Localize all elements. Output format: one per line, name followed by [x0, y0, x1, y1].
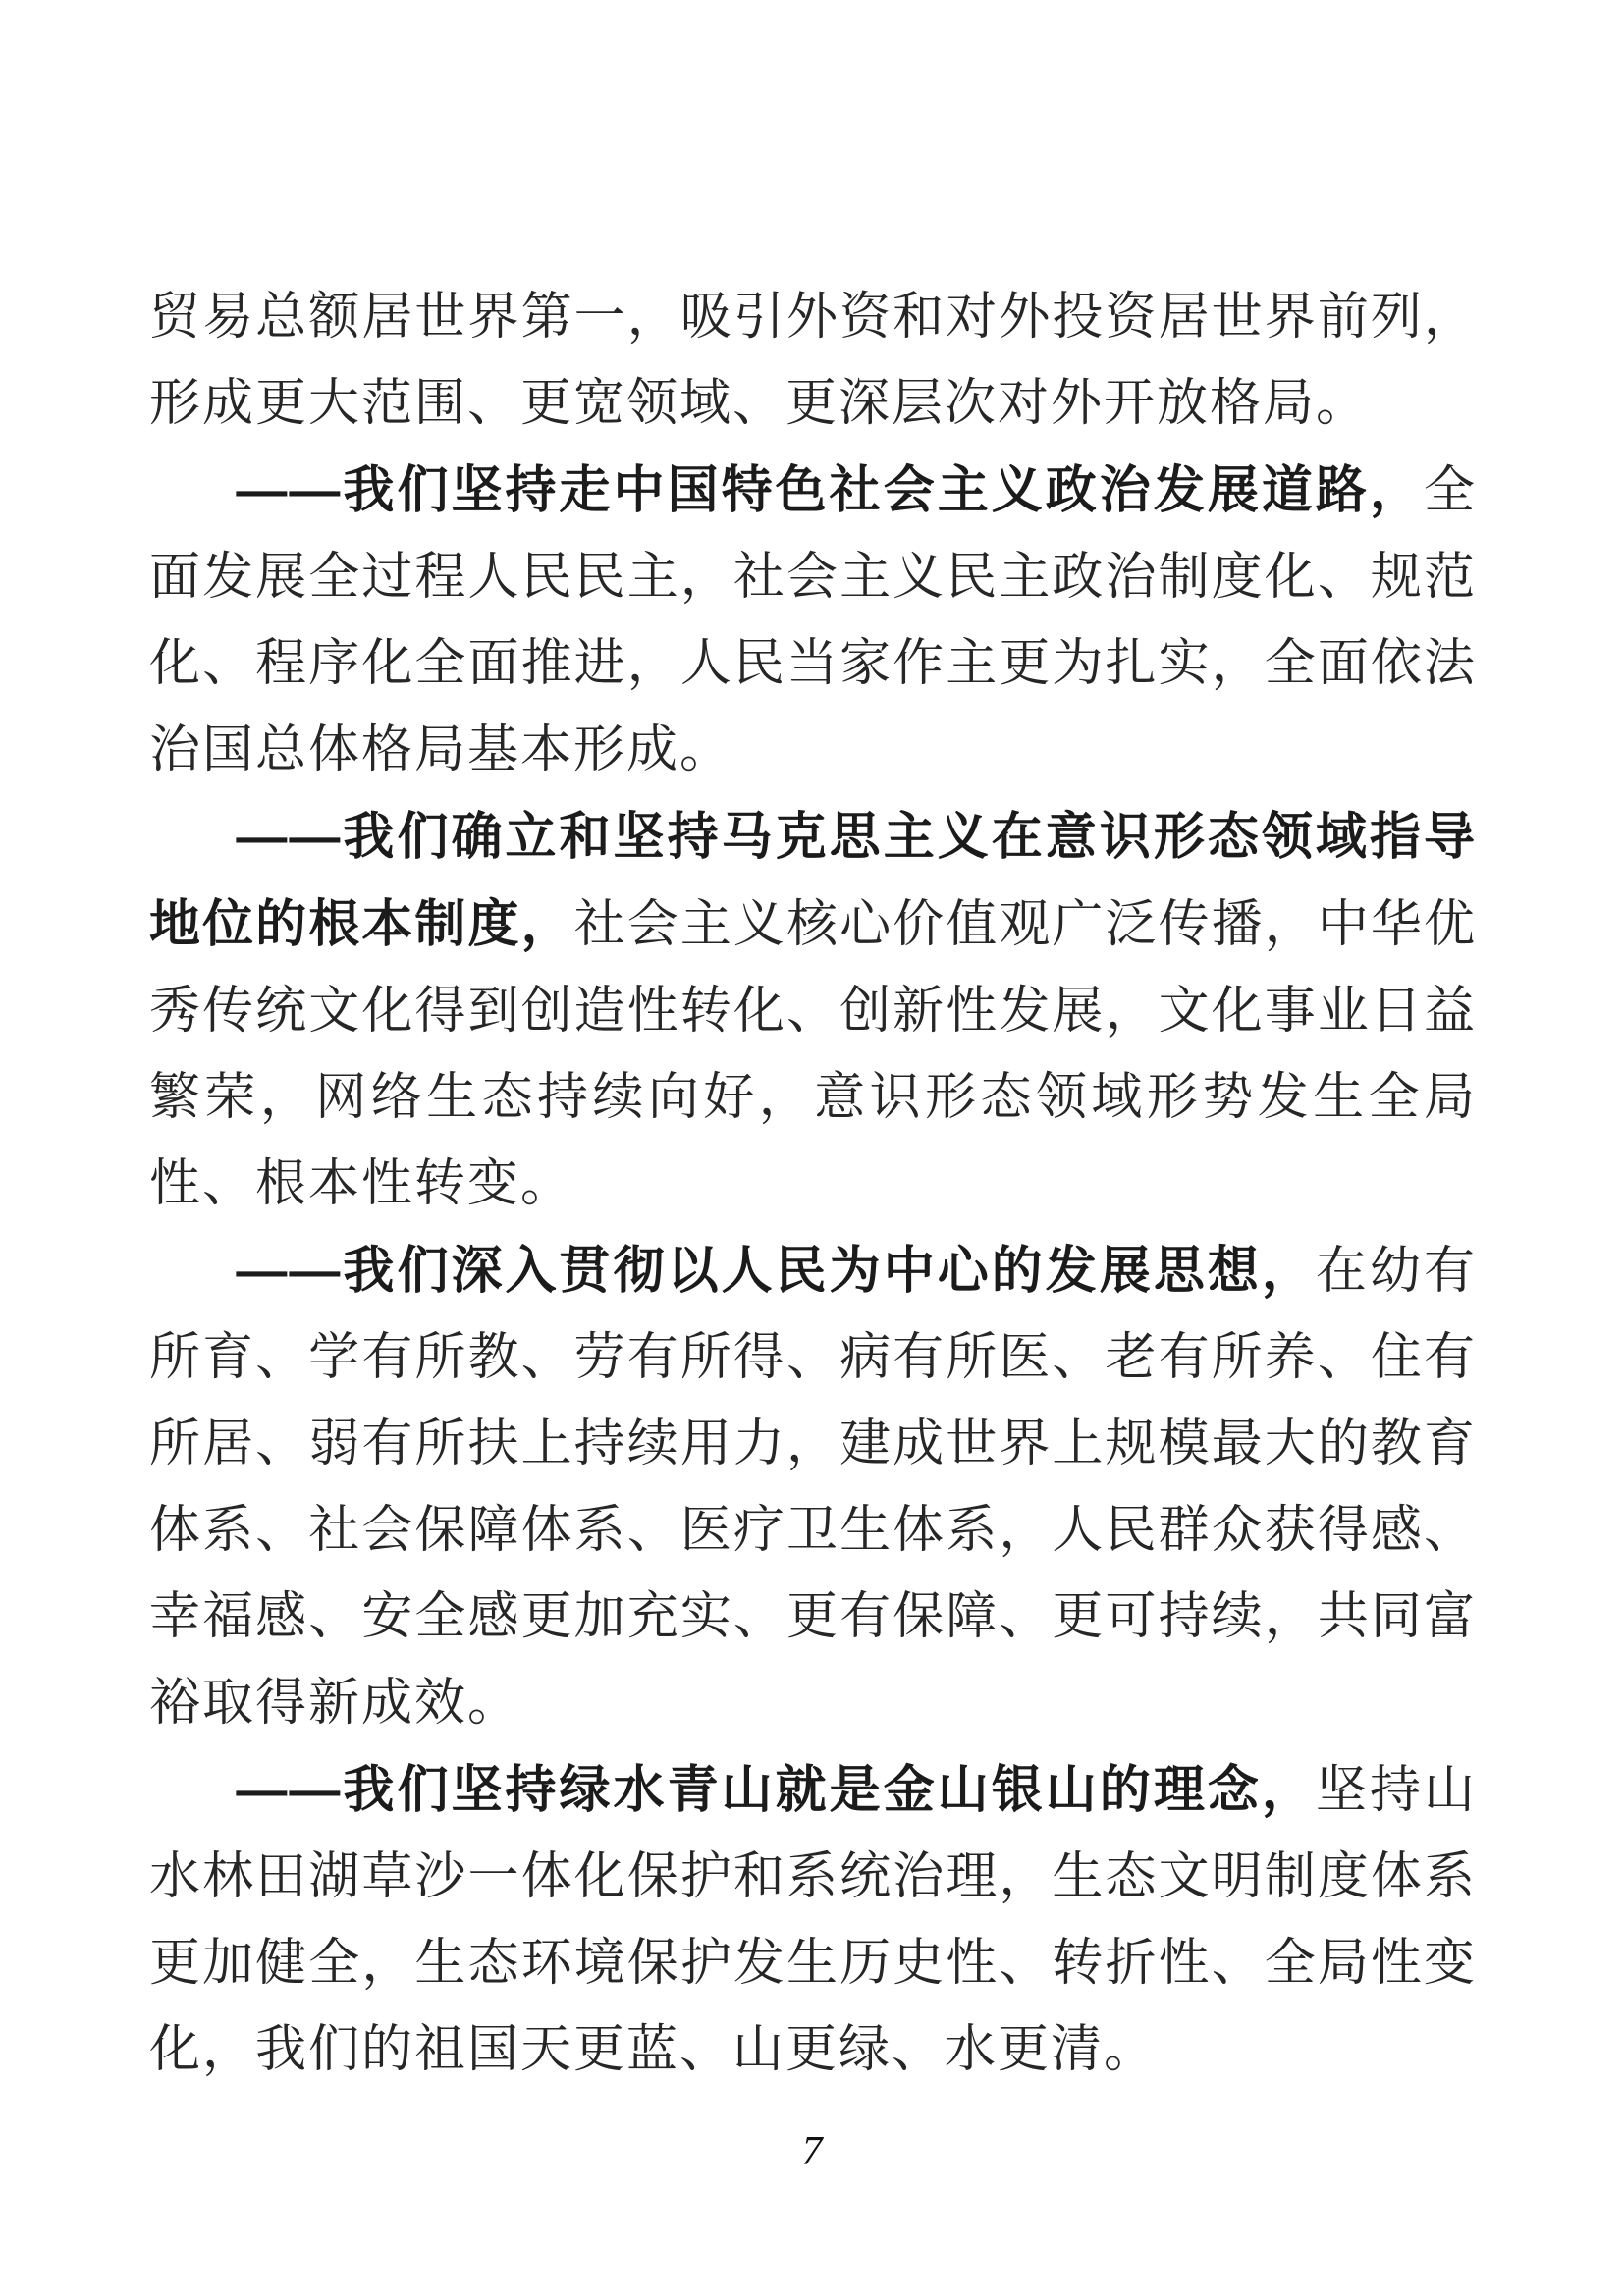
paragraph: [149, 275, 1477, 448]
paragraph: [149, 1228, 1477, 1747]
paragraph: [149, 1747, 1477, 2094]
text-run: 在幼有所育、学有所教、劳有所得、病有所医、老有所养、住有所居、弱有所扶上持续用力，建成世界上规模最大的教育体系、社会保障体系、医疗卫生体系，人民群众获得感、幸福感、安全感更加充实、更有保障、更可持续，共同富裕取得新成效。: [149, 1244, 1477, 1732]
bold-text-run: ——我们深入贯彻以人民为中心的发展思想，: [236, 1243, 1316, 1300]
text-run: 社会主义核心价值观广泛传播，中华优秀传统文化得到创造性转化、创新性发展，文化事业日益繁荣，网络生态持续向好，意识形态领域形势发生全局性、根本性转变。: [149, 897, 1477, 1212]
document-body: [149, 275, 1477, 2094]
page-number: 7: [801, 2129, 823, 2174]
bold-text-run: ——我们坚持走中国特色社会主义政治发展道路，: [236, 462, 1424, 519]
text-run: 贸易总额居世界第一，吸引外资和对外投资居世界前列，形成更大范围、更宽领域、更深层次对外开放格局。: [149, 290, 1477, 432]
text-run: 坚持山水林田湖草沙一体化保护和系统治理，生态文明制度体系更加健全，生态环境保护发生历史性、转折性、全局性变化，我们的祖国天更蓝、山更绿、水更清。: [149, 1763, 1477, 2078]
text-run: 全面发展全过程人民民主，社会主义民主政治制度化、规范化、程序化全面推进，人民当家作主更为扎实，全面依法治国总体格局基本形成。: [149, 463, 1477, 778]
bold-text-run: ——我们确立和坚持马克思主义在意识形态领域指导地位的根本制度，: [149, 809, 1477, 953]
bold-text-run: ——我们坚持绿水青山就是金山银山的理念，: [236, 1762, 1316, 1819]
page-footer: [0, 2128, 1624, 2175]
paragraph: [149, 448, 1477, 794]
paragraph: [149, 794, 1477, 1228]
